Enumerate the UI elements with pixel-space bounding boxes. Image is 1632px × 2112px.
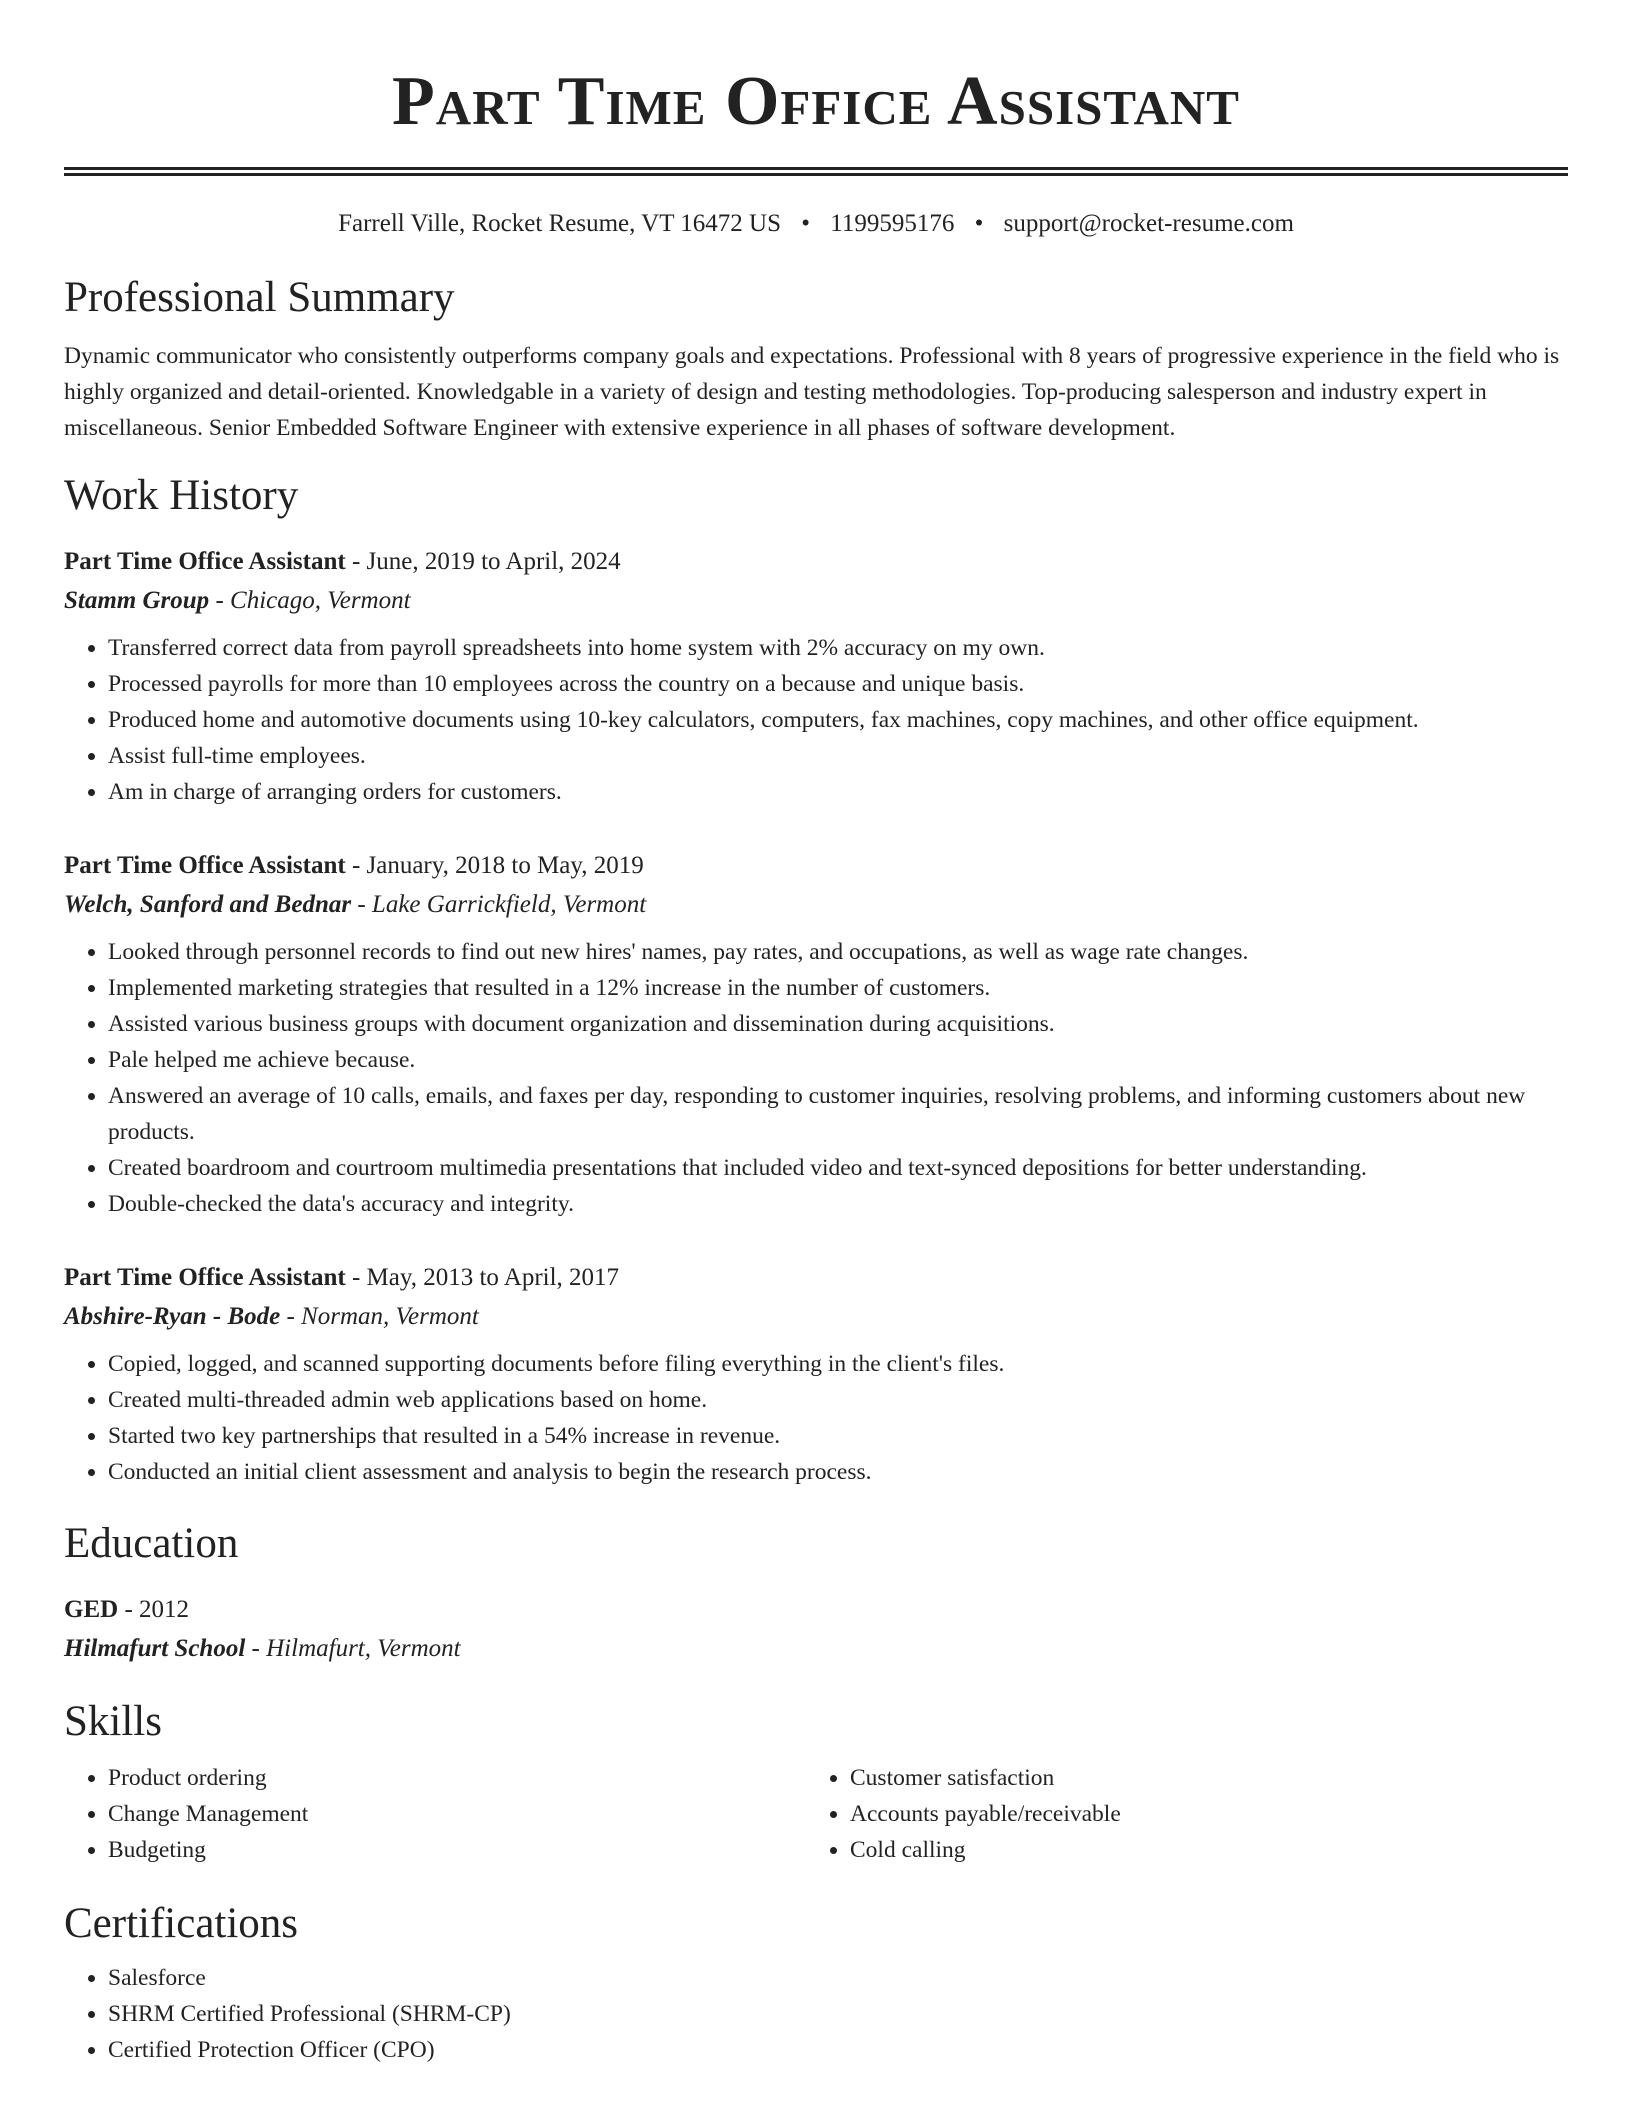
contact-address: Farrell Ville, Rocket Resume, VT 16472 US <box>338 210 781 237</box>
job-entry <box>64 1258 1568 1490</box>
certifications-list <box>64 1960 1568 2068</box>
job-bullets <box>64 1346 1568 1490</box>
job-bullets <box>64 630 1568 810</box>
job-bullet: • Processed payrolls for more than 10 employees across the country on a because and unique basis. <box>108 666 1568 702</box>
certification-item: • SHRM Certified Professional (SHRM-CP) <box>108 1996 1568 2032</box>
job-bullet: • Transferred correct data from payroll spreadsheets into home system with 2% accuracy on my own. <box>108 630 1568 666</box>
degree-year: - 2012 <box>118 1596 190 1623</box>
job-bullet: • Copied, logged, and scanned supporting documents before filing everything in the client's files. <box>108 1346 1568 1382</box>
skills-heading: Skills <box>64 1698 162 1745</box>
job-dates: - January, 2018 to May, 2019 <box>345 852 644 879</box>
company-name: Welch, Sanford and Bednar <box>64 891 352 918</box>
work-history-heading: Work History <box>64 472 299 519</box>
company-name: Stamm Group <box>64 587 210 614</box>
job-bullet: • Am in charge of arranging orders for customers. <box>108 774 1568 810</box>
company-location: - Norman, Vermont <box>280 1303 479 1330</box>
resume-page <box>64 0 1568 2068</box>
job-bullet: • Implemented marketing strategies that resulted in a 12% increase in the number of customers. <box>108 970 1568 1006</box>
summary-text: Dynamic communicator who consistently outperforms company goals and expectations. Professional with 8 years of progressive experience in the field who is highly organized and detail-oriented. Knowledgable in a variety of design and testing methodologies. Top-producing salesperson and industry expert in miscellaneous. Senior Embedded Software Engineer with extensive experience in all phases of software development. <box>64 343 1560 441</box>
job-bullet: • Created multi-threaded admin web applications based on home. <box>108 1382 1568 1418</box>
job-position: Part Time Office Assistant <box>64 548 346 575</box>
skills-list-right <box>806 1760 1548 1868</box>
job-title-line <box>64 542 1568 581</box>
job-bullet: • Produced home and automotive documents using 10-key calculators, computers, fax machines, copy machines, and other office equipment. <box>108 702 1568 738</box>
skill-item: • Change Management <box>108 1796 806 1832</box>
job-dates: - June, 2019 to April, 2024 <box>345 548 621 575</box>
skills-list-left <box>64 1760 806 1868</box>
school-line <box>64 1629 1568 1668</box>
skills-grid <box>64 1760 1568 1868</box>
job-title-line <box>64 1258 1568 1297</box>
company-line <box>64 1297 1568 1336</box>
job-entry <box>64 846 1568 1222</box>
contact-phone: 1199595176 <box>830 210 955 237</box>
job-bullet: • Assisted various business groups with document organization and dissemination during acquisitions. <box>108 1006 1568 1042</box>
contact-line <box>64 208 1568 240</box>
job-bullet: • Started two key partnerships that resulted in a 54% increase in revenue. <box>108 1418 1568 1454</box>
contact-separator: • <box>801 210 811 237</box>
company-line <box>64 581 1568 620</box>
job-position: Part Time Office Assistant <box>64 1264 346 1291</box>
contact-separator: • <box>974 210 984 237</box>
job-bullet: • Answered an average of 10 calls, emails, and faxes per day, responding to customer inquiries, resolving problems, and informing customers about new products. <box>108 1078 1568 1150</box>
skill-item: • Customer satisfaction <box>850 1760 1548 1796</box>
certifications-heading: Certifications <box>64 1900 299 1947</box>
degree-name: GED <box>64 1596 119 1623</box>
header-double-rule <box>64 167 1568 176</box>
job-bullet: • Pale helped me achieve because. <box>108 1042 1568 1078</box>
resume-name-title: Part Time Office Assistant <box>392 63 1240 140</box>
school-name: Hilmafurt School <box>64 1635 246 1662</box>
certification-item: • Certified Protection Officer (CPO) <box>108 2032 1568 2068</box>
company-location: - Chicago, Vermont <box>209 587 411 614</box>
education-entry <box>64 1590 1568 1668</box>
summary-heading: Professional Summary <box>64 274 455 321</box>
skill-item: • Product ordering <box>108 1760 806 1796</box>
skill-item: • Accounts payable/receivable <box>850 1796 1548 1832</box>
job-bullet: • Double-checked the data's accuracy and integrity. <box>108 1186 1568 1222</box>
job-bullets <box>64 934 1568 1222</box>
company-location: - Lake Garrickfield, Vermont <box>351 891 647 918</box>
degree-line <box>64 1590 1568 1629</box>
job-bullet: • Conducted an initial client assessment and analysis to begin the research process. <box>108 1454 1568 1490</box>
company-line <box>64 885 1568 924</box>
skill-item: • Cold calling <box>850 1832 1548 1868</box>
skill-item: • Budgeting <box>108 1832 806 1868</box>
certification-item: • Salesforce <box>108 1960 1568 1996</box>
job-dates: - May, 2013 to April, 2017 <box>345 1264 620 1291</box>
job-entry <box>64 542 1568 810</box>
job-bullet: • Looked through personnel records to find out new hires' names, pay rates, and occupations, as well as wage rate changes. <box>108 934 1568 970</box>
job-title-line <box>64 846 1568 885</box>
job-position: Part Time Office Assistant <box>64 852 346 879</box>
company-name: Abshire-Ryan - Bode <box>64 1303 281 1330</box>
contact-email: support@rocket-resume.com <box>1003 210 1294 237</box>
education-heading: Education <box>64 1520 239 1567</box>
school-location: - Hilmafurt, Vermont <box>245 1635 461 1662</box>
job-bullet: • Created boardroom and courtroom multimedia presentations that included video and text-synced depositions for better understanding. <box>108 1150 1568 1186</box>
job-bullet: • Assist full-time employees. <box>108 738 1568 774</box>
